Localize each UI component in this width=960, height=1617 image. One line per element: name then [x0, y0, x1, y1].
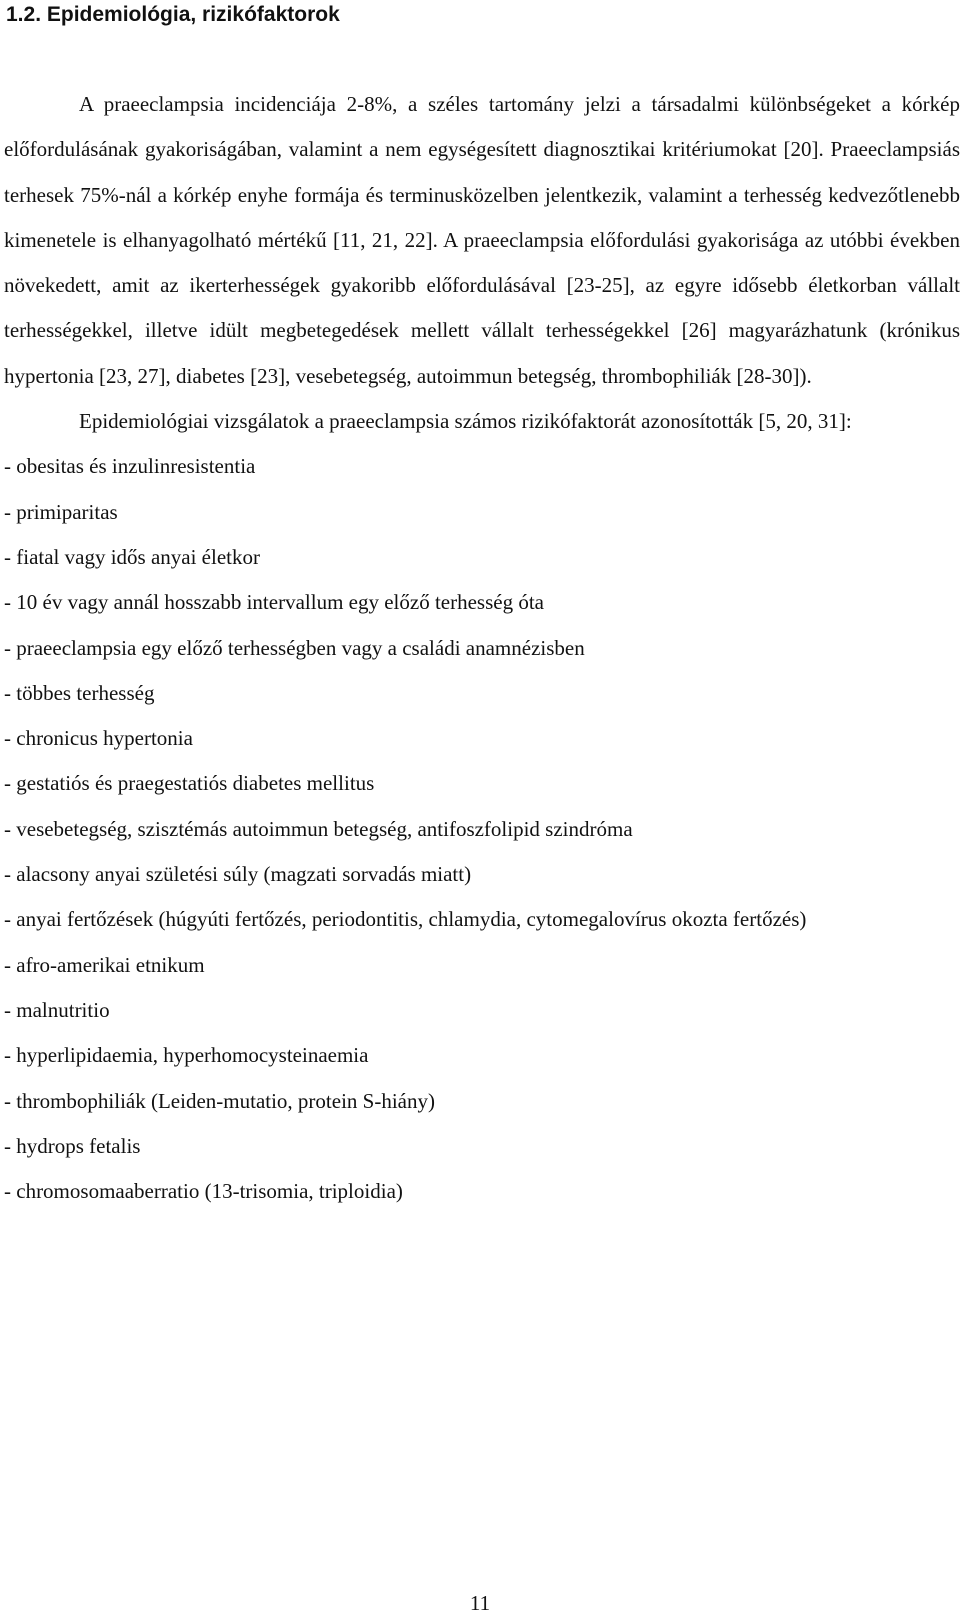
list-item: - chromosomaaberratio (13-trisomia, triploidia): [4, 1179, 403, 1204]
body-text: [4, 82, 960, 1214]
list-item: - hydrops fetalis: [4, 1133, 141, 1158]
list-item: - többes terhesség: [4, 680, 155, 705]
list-item: - fiatal vagy idős anyai életkor: [4, 544, 260, 569]
section-heading: 1.2. Epidemiológia, rizikófaktorok: [6, 3, 340, 26]
paragraph-risk-intro: Epidemiológiai vizsgálatok a praeeclampsia számos rizikófaktorát azonosították [5, 20, 31]:: [79, 409, 852, 434]
list-item: - anyai fertőzések (húgyúti fertőzés, periodontitis, chlamydia, cytomegalovírus okozta fertőzés): [4, 907, 807, 932]
list-item: - gestatiós és praegestatiós diabetes mellitus: [4, 771, 375, 796]
list-item: - malnutritio: [4, 997, 110, 1022]
list-item: - afro-amerikai etnikum: [4, 952, 205, 977]
list-item: - obesitas és inzulinresistentia: [4, 454, 256, 479]
list-item: - alacsony anyai születési súly (magzati sorvadás miatt): [4, 862, 472, 887]
list-item: - primiparitas: [4, 499, 118, 524]
list-item: - hyperlipidaemia, hyperhomocysteinaemia: [4, 1043, 369, 1068]
list-item: - 10 év vagy annál hosszabb intervallum egy előző terhesség óta: [4, 590, 544, 615]
paragraph-incidence: A praeeclampsia incidenciája 2-8%, a széles tartomány jelzi a társadalmi különbségeket a kórkép előfordulásának gyakoriságában, valamint a nem egységesített diagnosztikai kritériumokat [20]. Praeeclampsiás terhesek 75%-nál a kórkép enyhe formája és terminusközelben jelentkezik, valamint a terhesség kedvezőtlenebb kimenetele is elhanyagolható mértékű [11, 21, 22]. A praeeclampsia előfordulási gyakorisága az utóbbi években növekedett, amit az ikerterhességek gyakoribb előfordulásával [23-25], az egyre idősebb életkorban vállalt terhességekkel, illetve idült megbetegedések mellett vállalt terhességekkel [26] magyarázhatunk (krónikus hypertonia [23, 27], diabetes [23], vesebetegség, autoimmun betegség, thrombophiliák [28-30]).: [4, 92, 960, 388]
list-item: - vesebetegség, szisztémás autoimmun betegség, antifoszfolipid szindróma: [4, 816, 633, 841]
page-number: 11: [469, 1591, 491, 1615]
list-item: - thrombophiliák (Leiden-mutatio, protein S-hiány): [4, 1088, 435, 1113]
list-item: - praeeclampsia egy előző terhességben vagy a családi anamnézisben: [4, 635, 585, 660]
list-item: - chronicus hypertonia: [4, 726, 193, 751]
risk-factor-list: [4, 444, 960, 1214]
